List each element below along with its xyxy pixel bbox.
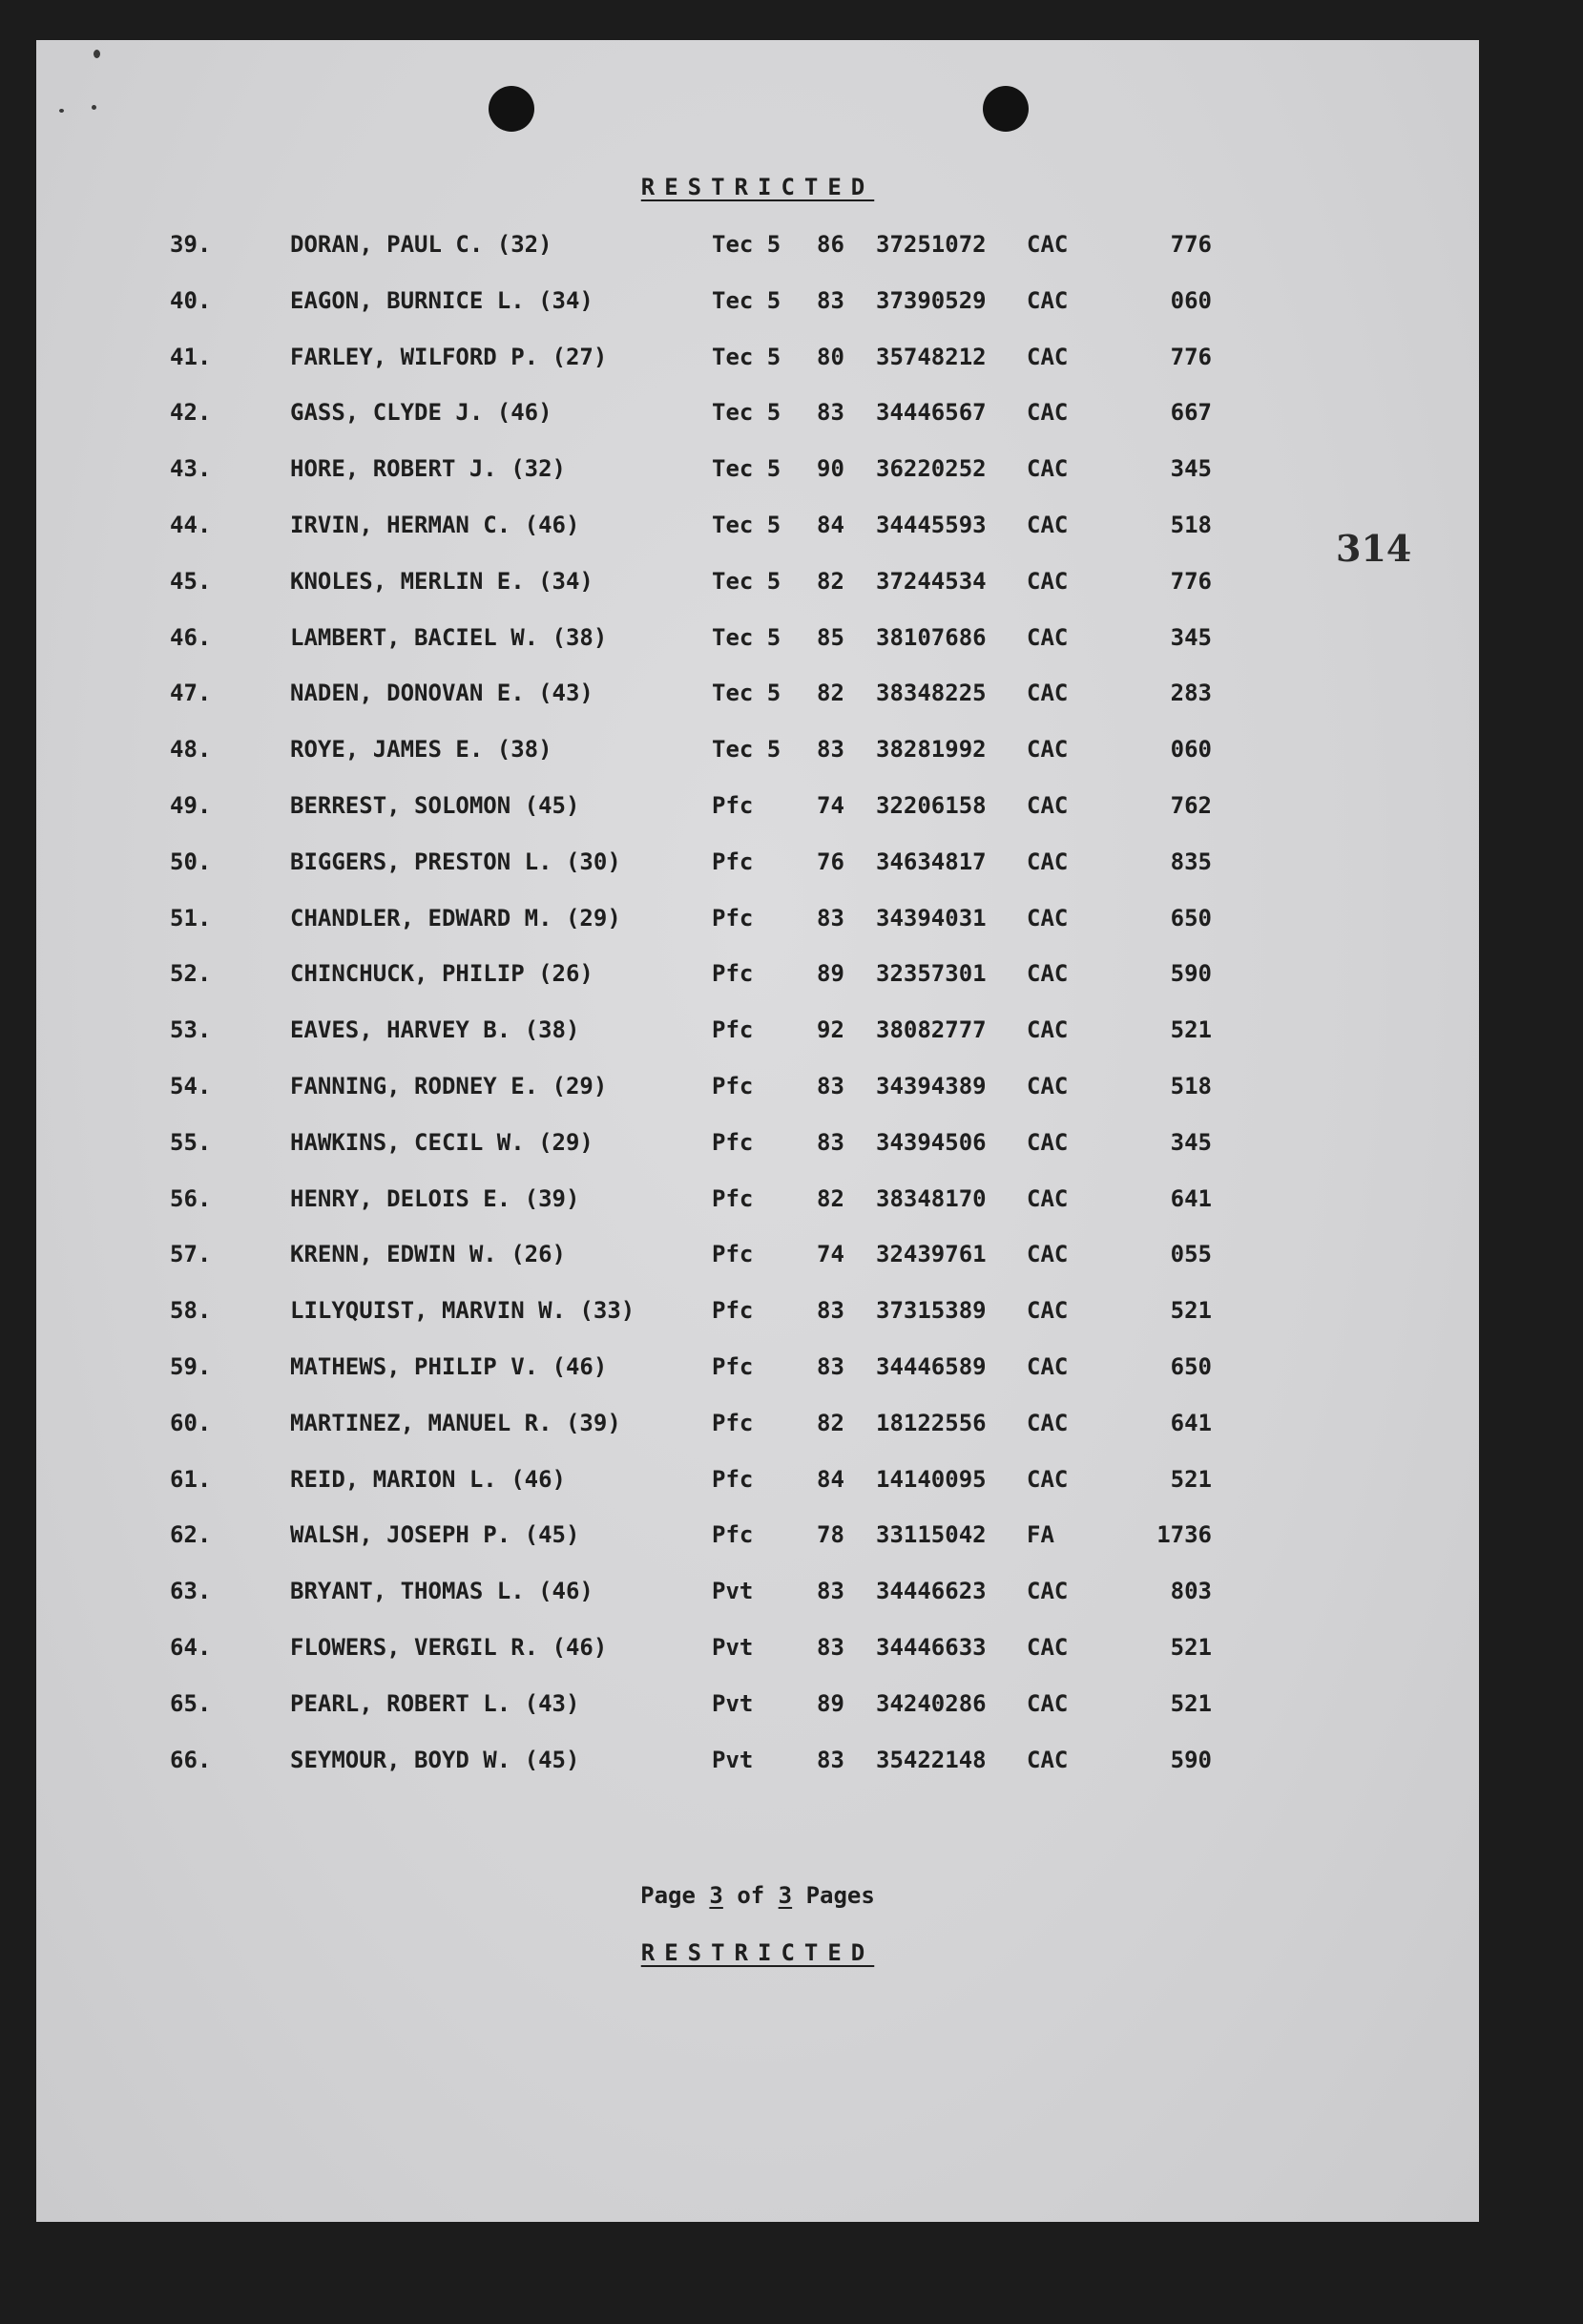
branch: CAC	[1027, 1128, 1069, 1156]
soldier-name: KNOLES, MERLIN E. (34)	[290, 567, 594, 595]
score: 82	[817, 680, 844, 707]
serial-number: 37315389	[876, 1297, 987, 1325]
row-number: 43.	[170, 455, 212, 483]
row-number: 52.	[170, 960, 212, 988]
row-number: 66.	[170, 1746, 212, 1773]
serial-number: 34446633	[876, 1634, 987, 1661]
mos-code: 521	[1170, 1016, 1212, 1044]
serial-number: 33115042	[876, 1521, 987, 1549]
serial-number: 37390529	[876, 286, 987, 314]
serial-number: 32206158	[876, 792, 987, 819]
row-number: 40.	[170, 286, 212, 314]
rank: Pfc	[712, 1128, 754, 1156]
rank: Pfc	[712, 1353, 754, 1380]
mos-code: 283	[1170, 680, 1212, 707]
serial-number: 35748212	[876, 343, 987, 370]
branch: FA	[1027, 1521, 1054, 1549]
serial-number: 34394389	[876, 1073, 987, 1099]
soldier-name: MARTINEZ, MANUEL R. (39)	[290, 1409, 621, 1436]
branch: CAC	[1027, 1578, 1069, 1605]
score: 83	[817, 286, 844, 314]
row-number: 47.	[170, 680, 212, 707]
soldier-name: BIGGERS, PRESTON L. (30)	[290, 848, 621, 875]
mos-code: 835	[1170, 848, 1212, 875]
branch: CAC	[1027, 1241, 1069, 1268]
rank: Tec 5	[712, 680, 781, 707]
soldier-name: IRVIN, HERMAN C. (46)	[290, 512, 580, 538]
mos-code: 776	[1170, 231, 1212, 258]
soldier-name: LILYQUIST, MARVIN W. (33)	[290, 1297, 635, 1325]
serial-number: 38348170	[876, 1184, 987, 1212]
soldier-name: HAWKINS, CECIL W. (29)	[290, 1128, 594, 1156]
rank: Pfc	[712, 1016, 754, 1044]
table-row	[36, 680, 1479, 718]
table-row	[36, 344, 1479, 382]
rank: Tec 5	[712, 736, 781, 764]
table-row	[36, 512, 1479, 550]
rank: Pvt	[712, 1578, 754, 1605]
serial-number: 34394506	[876, 1128, 987, 1156]
row-number: 60.	[170, 1409, 212, 1436]
score: 82	[817, 567, 844, 595]
rank: Pfc	[712, 904, 754, 932]
score: 84	[817, 1465, 844, 1493]
row-number: 59.	[170, 1353, 212, 1380]
branch: CAC	[1027, 1184, 1069, 1212]
soldier-name: EAVES, HARVEY B. (38)	[290, 1016, 580, 1044]
mos-code: 803	[1170, 1578, 1212, 1605]
branch: CAC	[1027, 792, 1069, 819]
score: 83	[817, 1128, 844, 1156]
serial-number: 38107686	[876, 623, 987, 651]
soldier-name: KRENN, EDWIN W. (26)	[290, 1241, 566, 1268]
score: 83	[817, 1578, 844, 1605]
soldier-name: NADEN, DONOVAN E. (43)	[290, 680, 594, 707]
serial-number: 34634817	[876, 848, 987, 875]
soldier-name: REID, MARION L. (46)	[290, 1465, 566, 1493]
row-number: 50.	[170, 848, 212, 875]
serial-number: 38281992	[876, 736, 987, 764]
rank: Tec 5	[712, 623, 781, 651]
score: 74	[817, 1241, 844, 1268]
soldier-name: PEARL, ROBERT L. (43)	[290, 1689, 580, 1717]
serial-number: 32357301	[876, 960, 987, 988]
table-row	[36, 1241, 1479, 1279]
table-row	[36, 848, 1479, 887]
table-row	[36, 1185, 1479, 1224]
score: 90	[817, 455, 844, 483]
row-number: 54.	[170, 1073, 212, 1099]
serial-number: 18122556	[876, 1409, 987, 1436]
score: 83	[817, 1353, 844, 1380]
serial-number: 38082777	[876, 1016, 987, 1044]
serial-number: 34240286	[876, 1689, 987, 1717]
rank: Pfc	[712, 1073, 754, 1099]
mos-code: 762	[1170, 792, 1212, 819]
header-restricted: RESTRICTED	[640, 174, 875, 200]
soldier-name: HORE, ROBERT J. (32)	[290, 455, 566, 483]
row-number: 64.	[170, 1634, 212, 1661]
branch: CAC	[1027, 231, 1069, 258]
document-page	[36, 40, 1479, 2222]
serial-number: 36220252	[876, 455, 987, 483]
score: 83	[817, 399, 844, 427]
soldier-name: FARLEY, WILFORD P. (27)	[290, 343, 608, 370]
table-row	[36, 1690, 1479, 1728]
soldier-name: GASS, CLYDE J. (46)	[290, 399, 552, 427]
table-row	[36, 792, 1479, 830]
table-row	[36, 624, 1479, 662]
table-row	[36, 1521, 1479, 1560]
soldier-name: WALSH, JOSEPH P. (45)	[290, 1521, 580, 1549]
table-row	[36, 1466, 1479, 1504]
ink-speck	[92, 105, 96, 110]
branch: CAC	[1027, 1634, 1069, 1661]
soldier-name: FLOWERS, VERGIL R. (46)	[290, 1634, 608, 1661]
table-row	[36, 231, 1479, 269]
row-number: 48.	[170, 736, 212, 764]
serial-number: 37244534	[876, 567, 987, 595]
mos-code: 521	[1170, 1689, 1212, 1717]
branch: CAC	[1027, 1073, 1069, 1099]
mos-code: 1736	[1156, 1521, 1212, 1549]
mos-code: 345	[1170, 1128, 1212, 1156]
score: 83	[817, 1634, 844, 1661]
mos-code: 055	[1170, 1241, 1212, 1268]
rank: Pfc	[712, 960, 754, 988]
mos-code: 345	[1170, 623, 1212, 651]
row-number: 65.	[170, 1689, 212, 1717]
branch: CAC	[1027, 1353, 1069, 1380]
score: 83	[817, 1297, 844, 1325]
row-number: 51.	[170, 904, 212, 932]
row-number: 56.	[170, 1184, 212, 1212]
table-row	[36, 287, 1479, 325]
branch: CAC	[1027, 1409, 1069, 1436]
rank: Tec 5	[712, 455, 781, 483]
table-row	[36, 960, 1479, 998]
rank: Tec 5	[712, 231, 781, 258]
row-number: 42.	[170, 399, 212, 427]
branch: CAC	[1027, 286, 1069, 314]
row-number: 58.	[170, 1297, 212, 1325]
rank: Pfc	[712, 1241, 754, 1268]
serial-number: 34394031	[876, 904, 987, 932]
page-stamp-number: 314	[1336, 527, 1412, 570]
table-row	[36, 1634, 1479, 1672]
score: 74	[817, 792, 844, 819]
table-row	[36, 1016, 1479, 1055]
serial-number: 34445593	[876, 512, 987, 538]
mos-code: 518	[1170, 1073, 1212, 1099]
rank: Pfc	[712, 1521, 754, 1549]
rank: Pvt	[712, 1634, 754, 1661]
score: 89	[817, 960, 844, 988]
soldier-name: HENRY, DELOIS E. (39)	[290, 1184, 580, 1212]
branch: CAC	[1027, 904, 1069, 932]
score: 80	[817, 343, 844, 370]
score: 83	[817, 736, 844, 764]
score: 92	[817, 1016, 844, 1044]
score: 83	[817, 904, 844, 932]
score: 89	[817, 1689, 844, 1717]
serial-number: 14140095	[876, 1465, 987, 1493]
rank: Pfc	[712, 848, 754, 875]
row-number: 61.	[170, 1465, 212, 1493]
mos-code: 650	[1170, 904, 1212, 932]
mos-code: 776	[1170, 343, 1212, 370]
rank: Pfc	[712, 1409, 754, 1436]
ink-speck	[94, 50, 100, 58]
table-row	[36, 455, 1479, 493]
binder-hole-right	[983, 86, 1029, 132]
row-number: 53.	[170, 1016, 212, 1044]
score: 86	[817, 231, 844, 258]
score: 76	[817, 848, 844, 875]
branch: CAC	[1027, 399, 1069, 427]
rank: Tec 5	[712, 399, 781, 427]
mos-code: 641	[1170, 1184, 1212, 1212]
footer-restricted: RESTRICTED	[640, 1939, 875, 1966]
row-number: 62.	[170, 1521, 212, 1549]
soldier-name: EAGON, BURNICE L. (34)	[290, 286, 594, 314]
soldier-name: FANNING, RODNEY E. (29)	[290, 1073, 608, 1099]
rank: Tec 5	[712, 286, 781, 314]
row-number: 57.	[170, 1241, 212, 1268]
score: 83	[817, 1073, 844, 1099]
table-row	[36, 568, 1479, 606]
table-row	[36, 399, 1479, 437]
soldier-name: MATHEWS, PHILIP V. (46)	[290, 1353, 608, 1380]
serial-number: 37251072	[876, 231, 987, 258]
binder-hole-left	[489, 86, 534, 132]
mos-code: 667	[1170, 399, 1212, 427]
soldier-name: CHINCHUCK, PHILIP (26)	[290, 960, 594, 988]
table-row	[36, 905, 1479, 943]
row-number: 49.	[170, 792, 212, 819]
branch: CAC	[1027, 680, 1069, 707]
serial-number: 34446567	[876, 399, 987, 427]
mos-code: 641	[1170, 1409, 1212, 1436]
score: 78	[817, 1521, 844, 1549]
rank: Pfc	[712, 1465, 754, 1493]
row-number: 45.	[170, 567, 212, 595]
soldier-name: DORAN, PAUL C. (32)	[290, 231, 552, 258]
serial-number: 34446623	[876, 1578, 987, 1605]
branch: CAC	[1027, 1297, 1069, 1325]
table-row	[36, 1129, 1479, 1167]
branch: CAC	[1027, 736, 1069, 764]
mos-code: 521	[1170, 1465, 1212, 1493]
branch: CAC	[1027, 848, 1069, 875]
mos-code: 518	[1170, 512, 1212, 538]
mos-code: 345	[1170, 455, 1212, 483]
row-number: 41.	[170, 343, 212, 370]
score: 82	[817, 1184, 844, 1212]
soldier-name: BERREST, SOLOMON (45)	[290, 792, 580, 819]
table-row	[36, 1410, 1479, 1448]
mos-code: 521	[1170, 1297, 1212, 1325]
rank: Tec 5	[712, 512, 781, 538]
rank: Pfc	[712, 792, 754, 819]
row-number: 46.	[170, 623, 212, 651]
serial-number: 32439761	[876, 1241, 987, 1268]
rank: Pvt	[712, 1689, 754, 1717]
row-number: 39.	[170, 231, 212, 258]
mos-code: 776	[1170, 567, 1212, 595]
serial-number: 35422148	[876, 1746, 987, 1773]
branch: CAC	[1027, 455, 1069, 483]
mos-code: 060	[1170, 286, 1212, 314]
branch: CAC	[1027, 1689, 1069, 1717]
branch: CAC	[1027, 1746, 1069, 1773]
score: 82	[817, 1409, 844, 1436]
page-indicator: Page 3 of 3 Pages	[640, 1882, 875, 1909]
score: 83	[817, 1746, 844, 1773]
soldier-name: ROYE, JAMES E. (38)	[290, 736, 552, 764]
rank: Pfc	[712, 1297, 754, 1325]
table-row	[36, 1073, 1479, 1111]
rank: Pfc	[712, 1184, 754, 1212]
row-number: 44.	[170, 512, 212, 538]
row-number: 55.	[170, 1128, 212, 1156]
table-row	[36, 1297, 1479, 1335]
table-row	[36, 1747, 1479, 1785]
serial-number: 38348225	[876, 680, 987, 707]
ink-speck	[59, 109, 64, 113]
mos-code: 590	[1170, 960, 1212, 988]
branch: CAC	[1027, 343, 1069, 370]
soldier-name: LAMBERT, BACIEL W. (38)	[290, 623, 608, 651]
soldier-name: SEYMOUR, BOYD W. (45)	[290, 1746, 580, 1773]
score: 84	[817, 512, 844, 538]
branch: CAC	[1027, 567, 1069, 595]
branch: CAC	[1027, 1016, 1069, 1044]
branch: CAC	[1027, 1465, 1069, 1493]
branch: CAC	[1027, 512, 1069, 538]
serial-number: 34446589	[876, 1353, 987, 1380]
table-row	[36, 1353, 1479, 1392]
soldier-name: CHANDLER, EDWARD M. (29)	[290, 904, 621, 932]
mos-code: 650	[1170, 1353, 1212, 1380]
rank: Pvt	[712, 1746, 754, 1773]
soldier-name: BRYANT, THOMAS L. (46)	[290, 1578, 594, 1605]
mos-code: 521	[1170, 1634, 1212, 1661]
mos-code: 060	[1170, 736, 1212, 764]
branch: CAC	[1027, 623, 1069, 651]
row-number: 63.	[170, 1578, 212, 1605]
table-row	[36, 736, 1479, 774]
mos-code: 590	[1170, 1746, 1212, 1773]
rank: Tec 5	[712, 343, 781, 370]
branch: CAC	[1027, 960, 1069, 988]
score: 85	[817, 623, 844, 651]
table-row	[36, 1578, 1479, 1616]
rank: Tec 5	[712, 567, 781, 595]
